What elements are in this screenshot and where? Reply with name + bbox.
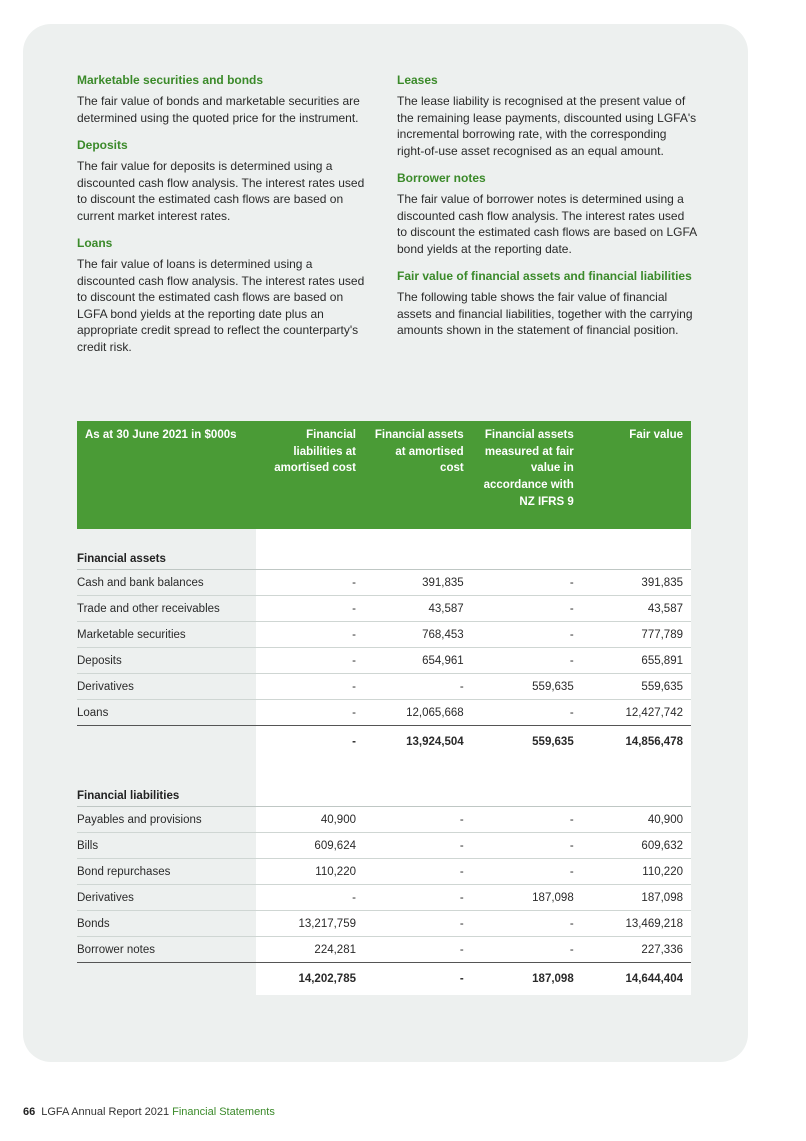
cell-v4: 655,891 <box>582 648 691 674</box>
section-heading: Loans <box>77 236 113 250</box>
section-deposits <box>77 137 369 224</box>
table-row <box>77 648 691 674</box>
section-title: Financial assets <box>77 553 166 565</box>
table-row <box>77 885 691 911</box>
row-label: Marketable securities <box>77 622 256 648</box>
cell-v2: 43,587 <box>364 596 472 622</box>
section-heading: Borrower notes <box>397 171 486 185</box>
section-row-liabilities <box>77 766 691 807</box>
table-body <box>77 529 691 995</box>
cell-v3: - <box>472 622 582 648</box>
cell-v1: 224,281 <box>256 937 364 963</box>
cell-v1: 14,202,785 <box>256 963 364 996</box>
table-row <box>77 859 691 885</box>
cell-v4: 43,587 <box>582 596 691 622</box>
table-row <box>77 700 691 726</box>
column-header: As at 30 June 2021 in $000s <box>77 421 256 529</box>
cell-v3: 559,635 <box>472 674 582 700</box>
section-row-assets <box>77 529 691 570</box>
total-row-liabilities <box>77 963 691 996</box>
cell-v1: 110,220 <box>256 859 364 885</box>
section-text: The fair value of borrower notes is determined using a discounted cash flow analysis. The interest rates used to discount the estimated cash flows are based on LGFA bond yields at the reporting date. <box>397 192 697 256</box>
cell-v1: - <box>256 674 364 700</box>
section-loans <box>77 235 369 355</box>
row-label: Payables and provisions <box>77 807 256 833</box>
row-label: Trade and other receivables <box>77 596 256 622</box>
cell-v1: - <box>256 570 364 596</box>
cell-v1: - <box>256 700 364 726</box>
section-fair-value <box>397 268 697 339</box>
cell-v4: 187,098 <box>582 885 691 911</box>
row-label: Loans <box>77 700 256 726</box>
table-row <box>77 833 691 859</box>
table-row <box>77 596 691 622</box>
cell-v1: 609,624 <box>256 833 364 859</box>
section-text: The fair value for deposits is determined using a discounted cash flow analysis. The interest rates used to discount the estimated cash flows are based on current market interest rates. <box>77 159 365 223</box>
table-row <box>77 674 691 700</box>
cell-v1: - <box>256 622 364 648</box>
cell-v4: 391,835 <box>582 570 691 596</box>
cell-v2: - <box>364 807 472 833</box>
cell-v2: 768,453 <box>364 622 472 648</box>
right-text-column <box>397 72 697 350</box>
cell-v4: 13,469,218 <box>582 911 691 937</box>
row-label: Bond repurchases <box>77 859 256 885</box>
row-label <box>77 963 256 996</box>
cell-v2: - <box>364 833 472 859</box>
cell-v1: 40,900 <box>256 807 364 833</box>
cell-v3: 559,635 <box>472 726 582 759</box>
cell-v2: 654,961 <box>364 648 472 674</box>
section-borrower-notes <box>397 170 697 257</box>
cell-v4: 14,856,478 <box>582 726 691 759</box>
column-header: Financial liabilities at amortised cost <box>256 421 364 529</box>
column-header: Financial assets at amortised cost <box>364 421 472 529</box>
cell-v1: 13,217,759 <box>256 911 364 937</box>
table-row <box>77 570 691 596</box>
cell-v2: 13,924,504 <box>364 726 472 759</box>
cell-v4: 12,427,742 <box>582 700 691 726</box>
section-text: The fair value of loans is determined using a discounted cash flow analysis. The interest rates used to discount the estimated cash flows are based on LGFA bond yields at the reporting date plus an appropriate credit spread to reflect the counterparty's credit risk. <box>77 257 365 354</box>
cell-v2: 12,065,668 <box>364 700 472 726</box>
cell-v3: - <box>472 833 582 859</box>
row-label: Deposits <box>77 648 256 674</box>
section-leases <box>397 72 697 159</box>
page-number: 66 <box>23 1106 36 1118</box>
section-text: The following table shows the fair value of financial assets and financial liabilities, together with the carrying amounts shown in the statement of financial position. <box>397 290 693 337</box>
cell-v1: - <box>256 885 364 911</box>
cell-v3: - <box>472 700 582 726</box>
section-title: Financial liabilities <box>77 790 180 802</box>
section-marketable-securities <box>77 72 369 126</box>
table-header-row <box>77 421 691 529</box>
cell-v3: - <box>472 807 582 833</box>
report-title: LGFA Annual Report 2021 <box>41 1106 170 1118</box>
page-footer <box>23 1106 275 1118</box>
cell-v4: 227,336 <box>582 937 691 963</box>
cell-v1: - <box>256 596 364 622</box>
fair-value-table <box>77 421 691 995</box>
section-text: The lease liability is recognised at the present value of the remaining lease payments, discounted using LGFA's incremental borrowing rate, with the corresponding right-of-use asset recognised as an equal amount. <box>397 94 697 158</box>
row-label: Derivatives <box>77 885 256 911</box>
cell-v1: - <box>256 726 364 759</box>
cell-v2: - <box>364 674 472 700</box>
cell-v4: 609,632 <box>582 833 691 859</box>
row-label <box>77 726 256 759</box>
cell-v3: 187,098 <box>472 963 582 996</box>
cell-v3: - <box>472 859 582 885</box>
cell-v4: 559,635 <box>582 674 691 700</box>
table-row <box>77 622 691 648</box>
row-label: Cash and bank balances <box>77 570 256 596</box>
table-row <box>77 937 691 963</box>
cell-v3: 187,098 <box>472 885 582 911</box>
cell-v3: - <box>472 911 582 937</box>
row-label: Bonds <box>77 911 256 937</box>
column-header: Financial assets measured at fair value in accordance with NZ IFRS 9 <box>472 421 582 529</box>
cell-v3: - <box>472 648 582 674</box>
cell-v2: - <box>364 911 472 937</box>
section-heading: Leases <box>397 73 438 87</box>
table-row <box>77 807 691 833</box>
section-heading: Fair value of financial assets and financial liabilities <box>397 269 692 283</box>
cell-v2: - <box>364 963 472 996</box>
cell-v4: 40,900 <box>582 807 691 833</box>
section-name: Financial Statements <box>172 1106 275 1118</box>
row-label: Bills <box>77 833 256 859</box>
column-header: Fair value <box>582 421 691 529</box>
row-label: Borrower notes <box>77 937 256 963</box>
cell-v3: - <box>472 937 582 963</box>
cell-v4: 777,789 <box>582 622 691 648</box>
table-row <box>77 911 691 937</box>
section-heading: Marketable securities and bonds <box>77 73 264 87</box>
cell-v3: - <box>472 596 582 622</box>
row-label: Derivatives <box>77 674 256 700</box>
section-text: The fair value of bonds and marketable securities are determined using the quoted price for the instrument. <box>77 94 360 125</box>
cell-v4: 110,220 <box>582 859 691 885</box>
cell-v2: - <box>364 937 472 963</box>
cell-v2: 391,835 <box>364 570 472 596</box>
cell-v1: - <box>256 648 364 674</box>
section-heading: Deposits <box>77 138 128 152</box>
left-text-column <box>77 72 369 366</box>
cell-v2: - <box>364 859 472 885</box>
cell-v4: 14,644,404 <box>582 963 691 996</box>
cell-v2: - <box>364 885 472 911</box>
cell-v3: - <box>472 570 582 596</box>
total-row-assets <box>77 726 691 759</box>
